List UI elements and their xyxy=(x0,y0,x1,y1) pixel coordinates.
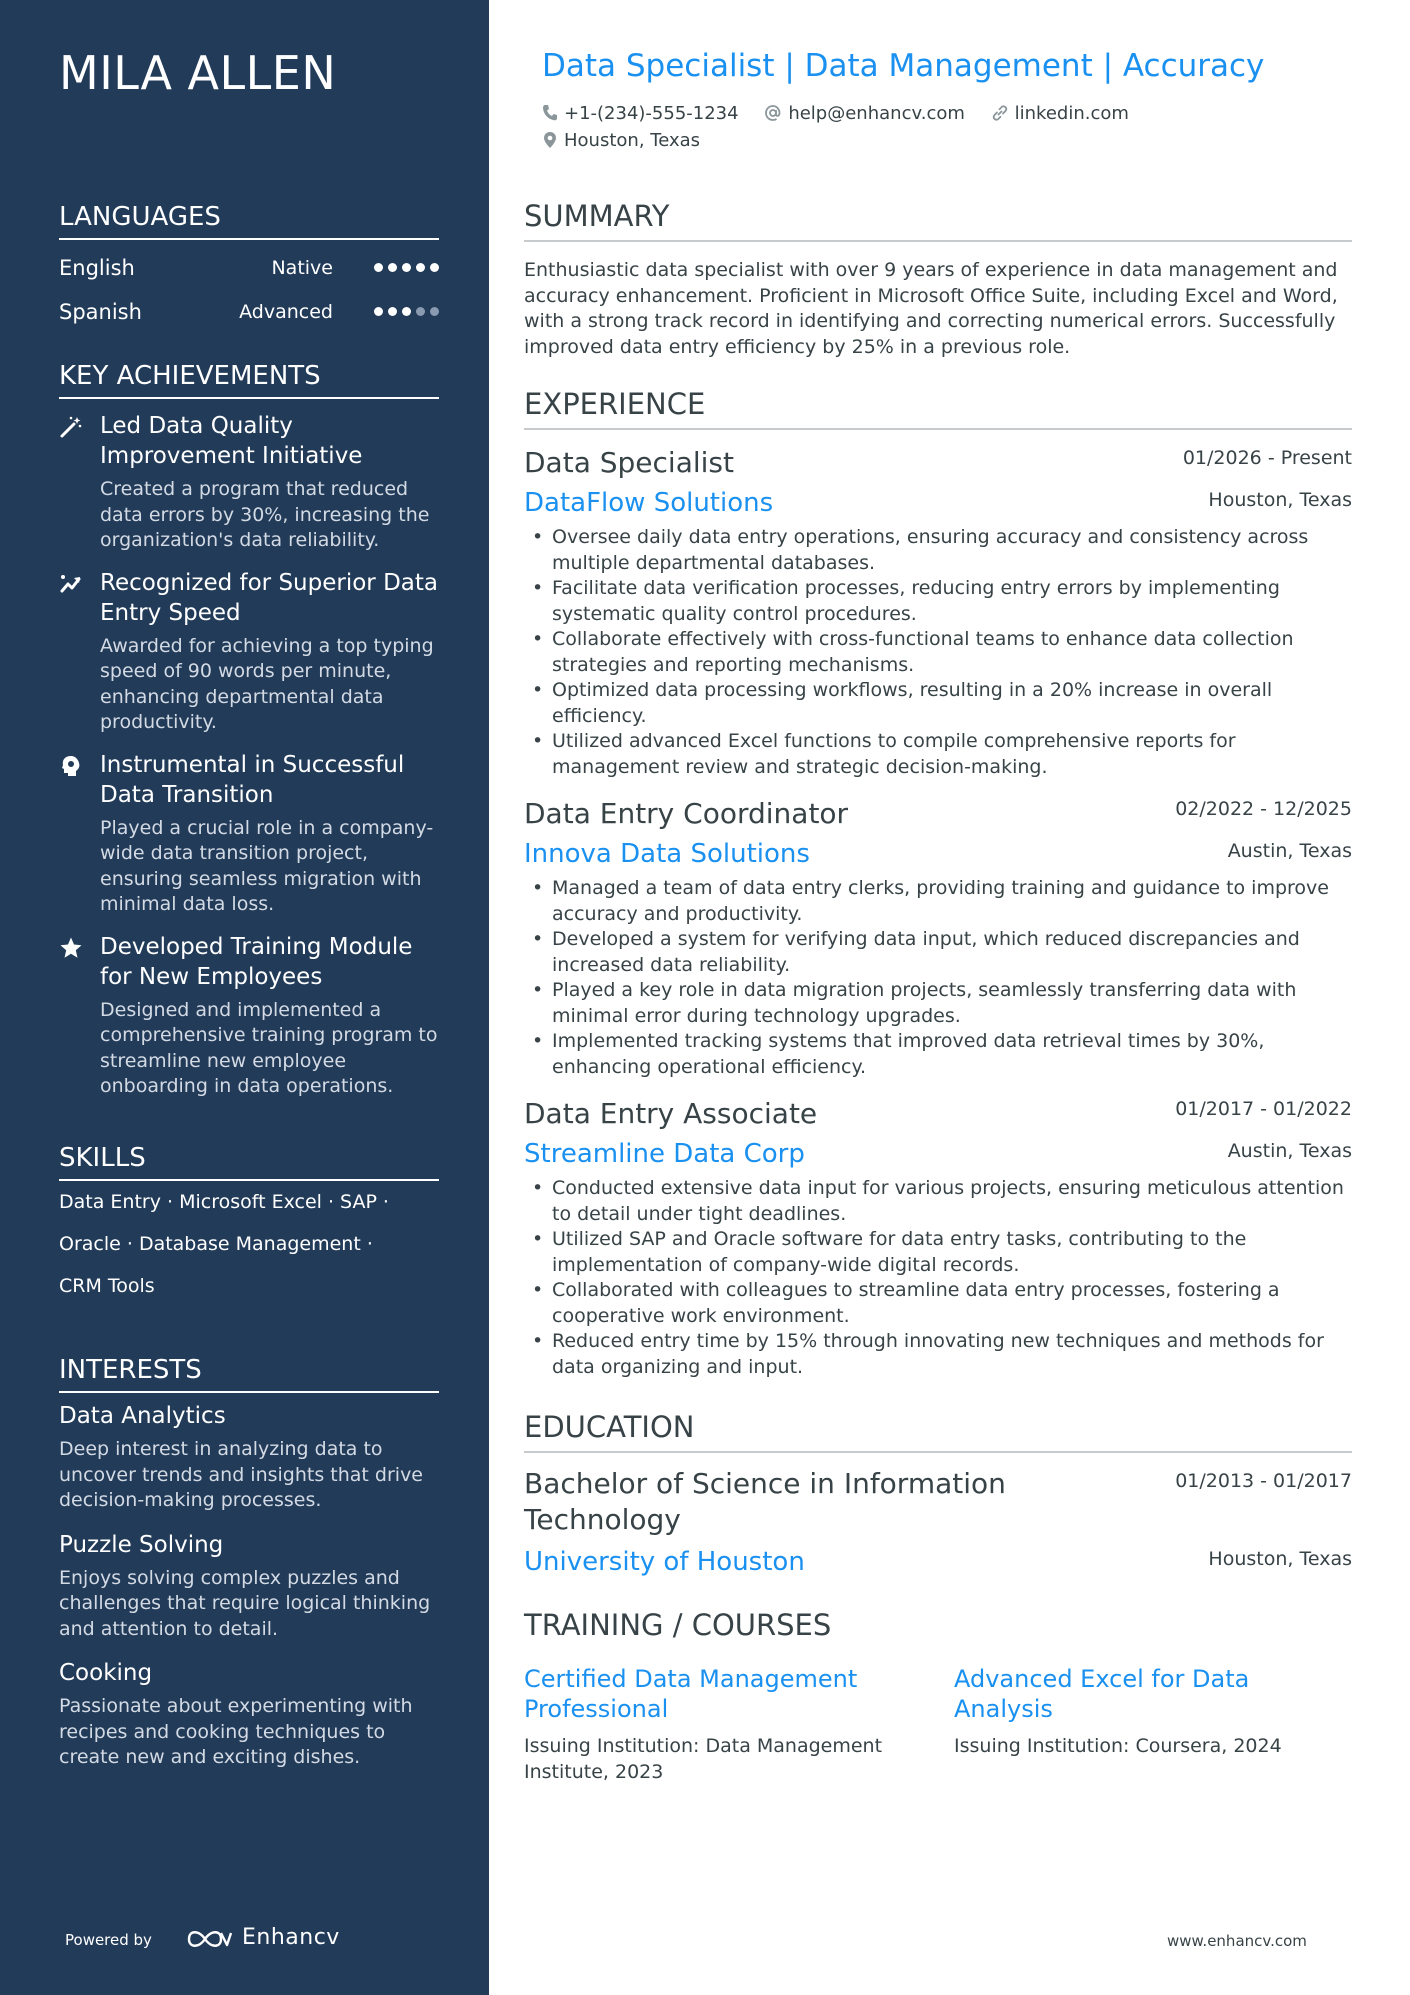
skills-line: Oracle · Database Management · xyxy=(59,1233,373,1255)
bullet-item: • Developed a system for verifying data input, which reduced discrepancies and increased data reliability. xyxy=(524,927,1352,978)
interest-title: Data Analytics xyxy=(59,1403,226,1429)
achievement-item xyxy=(59,411,439,554)
job-bullets xyxy=(524,876,1352,1080)
education-dates: 01/2013 - 01/2017 xyxy=(1175,1470,1352,1492)
achievement-title: Recognized for Superior Data Entry Speed xyxy=(100,569,438,626)
skills-line: CRM Tools xyxy=(59,1275,155,1297)
experience-heading: EXPERIENCE xyxy=(524,386,1352,430)
degree-title: Bachelor of Science in Information Technology xyxy=(524,1467,1006,1536)
job-dates: 01/2017 - 01/2022 xyxy=(1175,1098,1352,1120)
interest-item xyxy=(59,1530,439,1643)
phone-text: +1-(234)-555-1234 xyxy=(564,103,739,124)
achievement-desc: Created a program that reduced data errors by 30%, increasing the organization's data reliability. xyxy=(100,478,430,551)
achievements-heading: KEY ACHIEVEMENTS xyxy=(59,359,439,399)
interest-desc: Enjoys solving complex puzzles and challenges that require logical thinking and attention to detail. xyxy=(59,1566,431,1640)
language-name: English xyxy=(59,256,135,280)
bullet-item: • Collaborate effectively with cross-functional teams to enhance data collection strategies and reporting mechanisms. xyxy=(524,627,1352,678)
achievement-title: Instrumental in Successful Data Transition xyxy=(100,751,405,808)
job-location: Austin, Texas xyxy=(1227,840,1352,862)
enhancv-logo-icon xyxy=(185,1924,233,1954)
linkedin-item[interactable] xyxy=(991,100,1129,127)
chart-arrow-icon xyxy=(59,572,83,596)
achievement-desc: Played a crucial role in a company-wide data transition project, ensuring seamless migration with minimal data loss. xyxy=(100,816,434,915)
email-text: help@enhancv.com xyxy=(788,103,965,124)
school-name: University of Houston xyxy=(524,1547,805,1577)
interest-title: Cooking xyxy=(59,1660,153,1686)
job-bullets xyxy=(524,1176,1352,1380)
bullet-item: • Facilitate data verification processes, reducing entry errors by implementing systematic quality control procedures. xyxy=(524,576,1352,627)
sidebar xyxy=(0,0,489,1995)
achievement-title: Led Data Quality Improvement Initiative xyxy=(100,413,363,469)
job-entry xyxy=(524,794,1352,1080)
company-name: DataFlow Solutions xyxy=(524,488,774,518)
education-location: Houston, Texas xyxy=(1208,1548,1352,1570)
achievement-item xyxy=(59,568,439,736)
achievement-desc: Awarded for achieving a top typing speed of 90 words per minute, enhancing departmental data productivity. xyxy=(100,634,434,733)
interest-desc: Passionate about experimenting with recipes and cooking techniques to create new and exciting dishes. xyxy=(59,1695,413,1768)
achievement-item xyxy=(59,932,439,1100)
location-pin-icon xyxy=(542,131,558,149)
bullet-item: • Optimized data processing workflows, resulting in a 20% increase in overall efficiency. xyxy=(524,678,1352,729)
job-entry xyxy=(524,443,1352,780)
skills-line: Data Entry · Microsoft Excel · SAP · xyxy=(59,1191,389,1213)
job-title: Data Specialist xyxy=(524,446,734,479)
proficiency-dots xyxy=(369,307,439,317)
language-level: Advanced xyxy=(239,301,333,323)
languages-heading: LANGUAGES xyxy=(59,200,439,240)
bullet-item: • Implemented tracking systems that improved data retrieval times by 30%, enhancing operational efficiency. xyxy=(524,1029,1352,1080)
language-row xyxy=(59,290,439,334)
linkedin-text: linkedin.com xyxy=(1014,103,1129,124)
bullet-item: • Collaborated with colleagues to streamline data entry processes, fostering a cooperative work environment. xyxy=(524,1278,1352,1329)
language-level: Native xyxy=(271,257,333,279)
contact-info xyxy=(542,100,1149,154)
course-desc: Issuing Institution: Data Management Institute, 2023 xyxy=(524,1735,883,1783)
bullet-item: • Played a key role in data migration projects, seamlessly transferring data with minimal error during technology upgrades. xyxy=(524,978,1352,1029)
interest-title: Puzzle Solving xyxy=(59,1531,224,1558)
location-item xyxy=(542,127,700,154)
company-name: Innova Data Solutions xyxy=(524,839,810,869)
interest-item xyxy=(59,1401,439,1514)
job-location: Houston, Texas xyxy=(1208,489,1352,511)
course-title: Advanced Excel for Data Analysis xyxy=(954,1665,1250,1723)
education-entry xyxy=(524,1466,1352,1582)
bullet-item: • Utilized advanced Excel functions to compile comprehensive reports for management review and strategic decision-making. xyxy=(524,729,1352,780)
achievement-item xyxy=(59,750,439,918)
interest-desc: Deep interest in analyzing data to uncover trends and insights that drive decision-making processes. xyxy=(59,1438,423,1511)
email-item[interactable] xyxy=(764,100,965,127)
course-desc: Issuing Institution: Coursera, 2024 xyxy=(954,1735,1282,1757)
course-item xyxy=(954,1664,1354,1760)
main-content xyxy=(524,0,1352,1995)
job-dates: 02/2022 - 12/2025 xyxy=(1175,798,1352,820)
link-icon xyxy=(991,104,1009,122)
head-gear-icon xyxy=(59,754,83,778)
job-location: Austin, Texas xyxy=(1227,1140,1352,1162)
bullet-item: • Oversee daily data entry operations, ensuring accuracy and consistency across multiple departmental databases. xyxy=(524,525,1352,576)
bullet-item: • Conducted extensive data input for various projects, ensuring meticulous attention to detail under tight deadlines. xyxy=(524,1176,1352,1227)
proficiency-dots xyxy=(369,263,439,273)
company-name: Streamline Data Corp xyxy=(524,1139,805,1169)
achievement-desc: Designed and implemented a comprehensive training program to streamline new employee onboarding in data operations. xyxy=(100,998,438,1097)
powered-by-label: Powered by xyxy=(65,1931,152,1949)
bullet-item: • Reduced entry time by 15% through innovating new techniques and methods for data organizing and input. xyxy=(524,1329,1352,1380)
interest-item xyxy=(59,1658,439,1771)
job-entry xyxy=(524,1094,1352,1380)
training-heading: TRAINING / COURSES xyxy=(524,1608,832,1642)
location-text: Houston, Texas xyxy=(564,130,701,151)
at-icon xyxy=(764,104,782,122)
job-bullets xyxy=(524,525,1352,780)
brand-name: Enhancv xyxy=(242,1925,340,1950)
job-title: Data Entry Associate xyxy=(524,1097,818,1130)
bullet-item: • Managed a team of data entry clerks, providing training and guidance to improve accuracy and productivity. xyxy=(524,876,1352,927)
bullet-item: • Utilized SAP and Oracle software for data entry tasks, contributing to the implementation of company-wide digital records. xyxy=(524,1227,1352,1278)
course-item xyxy=(524,1664,924,1785)
skills-heading: SKILLS xyxy=(59,1141,439,1181)
language-name: Spanish xyxy=(59,300,142,324)
job-title: Data Entry Coordinator xyxy=(524,797,849,830)
phone-icon xyxy=(542,104,558,122)
job-dates: 01/2026 - Present xyxy=(1182,447,1352,469)
language-row xyxy=(59,246,439,290)
course-title: Certified Data Management Professional xyxy=(524,1665,858,1723)
phone-item xyxy=(542,100,739,127)
education-heading: EDUCATION xyxy=(524,1409,1352,1453)
headline: Data Specialist | Data Management | Accuracy xyxy=(542,48,1265,84)
star-icon xyxy=(59,936,83,960)
summary-heading: SUMMARY xyxy=(524,198,1352,242)
magic-wand-icon xyxy=(59,415,83,439)
interests-heading: INTERESTS xyxy=(59,1353,439,1393)
footer-url[interactable]: www.enhancv.com xyxy=(1167,1932,1307,1950)
summary-text: Enthusiastic data specialist with over 9 years of experience in data management and accuracy enhancement. Proficient in Microsoft Office Suite, including Excel and Word, with a strong track record in identifying and correcting numerical errors. Successfully improved data entry efficiency by 25% in a previous role. xyxy=(524,259,1338,358)
candidate-name: MILA ALLEN xyxy=(59,46,337,100)
achievement-title: Developed Training Module for New Employees xyxy=(100,933,413,990)
